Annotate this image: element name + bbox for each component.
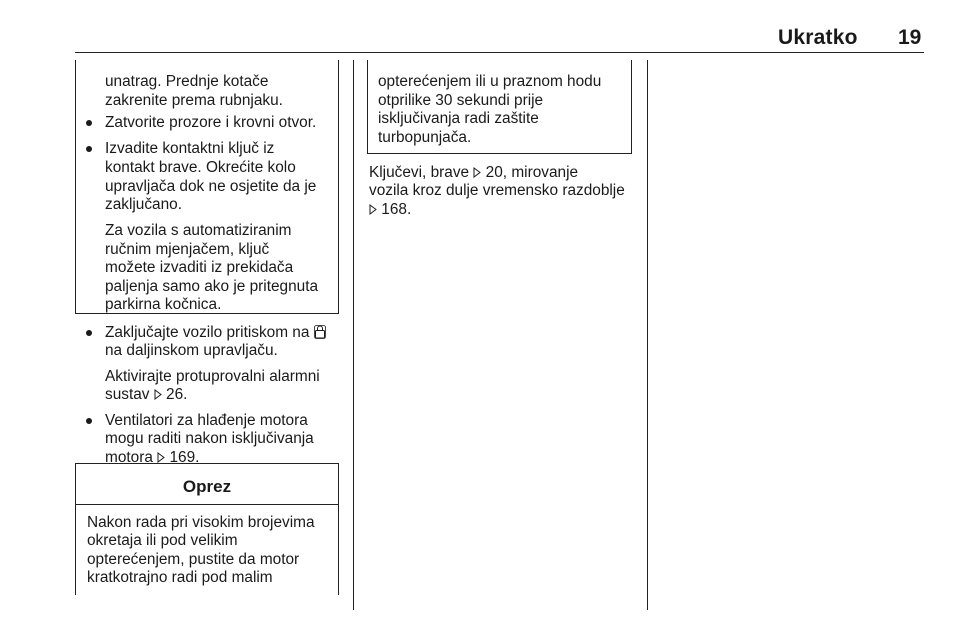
lock-instruction-line: [105, 324, 326, 343]
box-text-line: opterećenjem ili u praznom hodu: [378, 73, 602, 90]
alarm-line: Aktivirajte protuprovalni alarmni: [105, 368, 320, 385]
fan-note-text: motora: [105, 449, 153, 466]
remote-lock-icon: [314, 325, 326, 339]
alarm-line-text: sustav: [105, 386, 150, 403]
box-text-line: isključivanja radi zaštite: [378, 110, 539, 127]
lock-instruction-line: na daljinskom upravljaču.: [105, 342, 278, 359]
bullet-dot: [86, 146, 92, 152]
caution-text-line: Nakon rada pri visokim brojevima: [87, 514, 315, 531]
box-paragraph-line: ručnim mjenjačem, ključ: [105, 241, 270, 258]
page-section-title: Ukratko: [778, 26, 858, 49]
fan-note-line: Ventilatori za hlađenje motora: [105, 412, 308, 429]
caution-text-line: kratkotrajno radi pod malim: [87, 569, 273, 586]
box-bullet-line: kontakt brave. Okrećite kolo: [105, 159, 296, 176]
storage-page-ref[interactable]: 168.: [381, 201, 412, 218]
alarm-page-ref[interactable]: 26.: [166, 386, 188, 403]
reference-paragraph-line: [369, 164, 578, 183]
box-paragraph-line: parkirna kočnica.: [105, 296, 222, 313]
bullet-dot: [86, 418, 92, 424]
page-number: 19: [898, 26, 922, 49]
box-bullet-close-windows: Zatvorite prozore i krovni otvor.: [105, 114, 317, 131]
column-divider-left: [353, 60, 354, 610]
caution-title: Oprez: [182, 477, 232, 496]
box-text-line: otprilike 30 sekundi prije: [378, 92, 544, 109]
bullet-dot: [86, 330, 92, 336]
page-reference-arrow-icon: [157, 450, 165, 461]
column-divider-right: [647, 60, 648, 610]
reference-paragraph-line: [369, 201, 411, 220]
lock-instruction-text: Zaključajte vozilo pritiskom na: [105, 324, 310, 341]
box-text-line: zakrenite prema rubnjaku.: [105, 92, 283, 109]
reference-text: Ključevi, brave: [369, 164, 470, 181]
page-reference-arrow-icon: [154, 387, 162, 398]
fan-note-line: mogu raditi nakon isključivanja: [105, 430, 314, 447]
box-paragraph-line: Za vozila s automatiziranim: [105, 222, 292, 239]
caution-text-line: opterećenjem, pustite da motor: [87, 551, 300, 568]
header-rule: [75, 52, 924, 53]
box-paragraph-line: paljenja samo ako je pritegnuta: [105, 278, 319, 295]
bullet-dot: [86, 120, 92, 126]
box-bullet-line: zaključano.: [105, 196, 182, 213]
page-reference-arrow-icon: [369, 202, 377, 213]
keys-page-ref[interactable]: 20, mirovanje: [485, 164, 579, 181]
alarm-line: [105, 386, 187, 405]
page-reference-arrow-icon: [473, 165, 481, 176]
reference-paragraph-line: vozila kroz dulje vremensko razdoblje: [369, 182, 625, 199]
fan-page-ref[interactable]: 169.: [169, 449, 200, 466]
box-bullet-line: Izvadite kontaktni ključ iz: [105, 140, 275, 157]
caution-text-line: okretaja ili pod velikim: [87, 532, 238, 549]
box-paragraph-line: možete izvaditi iz prekidača: [105, 259, 294, 276]
caution-title-rule: [75, 504, 339, 505]
box-text-line: unatrag. Prednje kotače: [105, 73, 269, 90]
box-text-line: turbopunjača.: [378, 129, 472, 146]
box-bullet-line: upravljača dok ne osjetite da je: [105, 178, 317, 195]
